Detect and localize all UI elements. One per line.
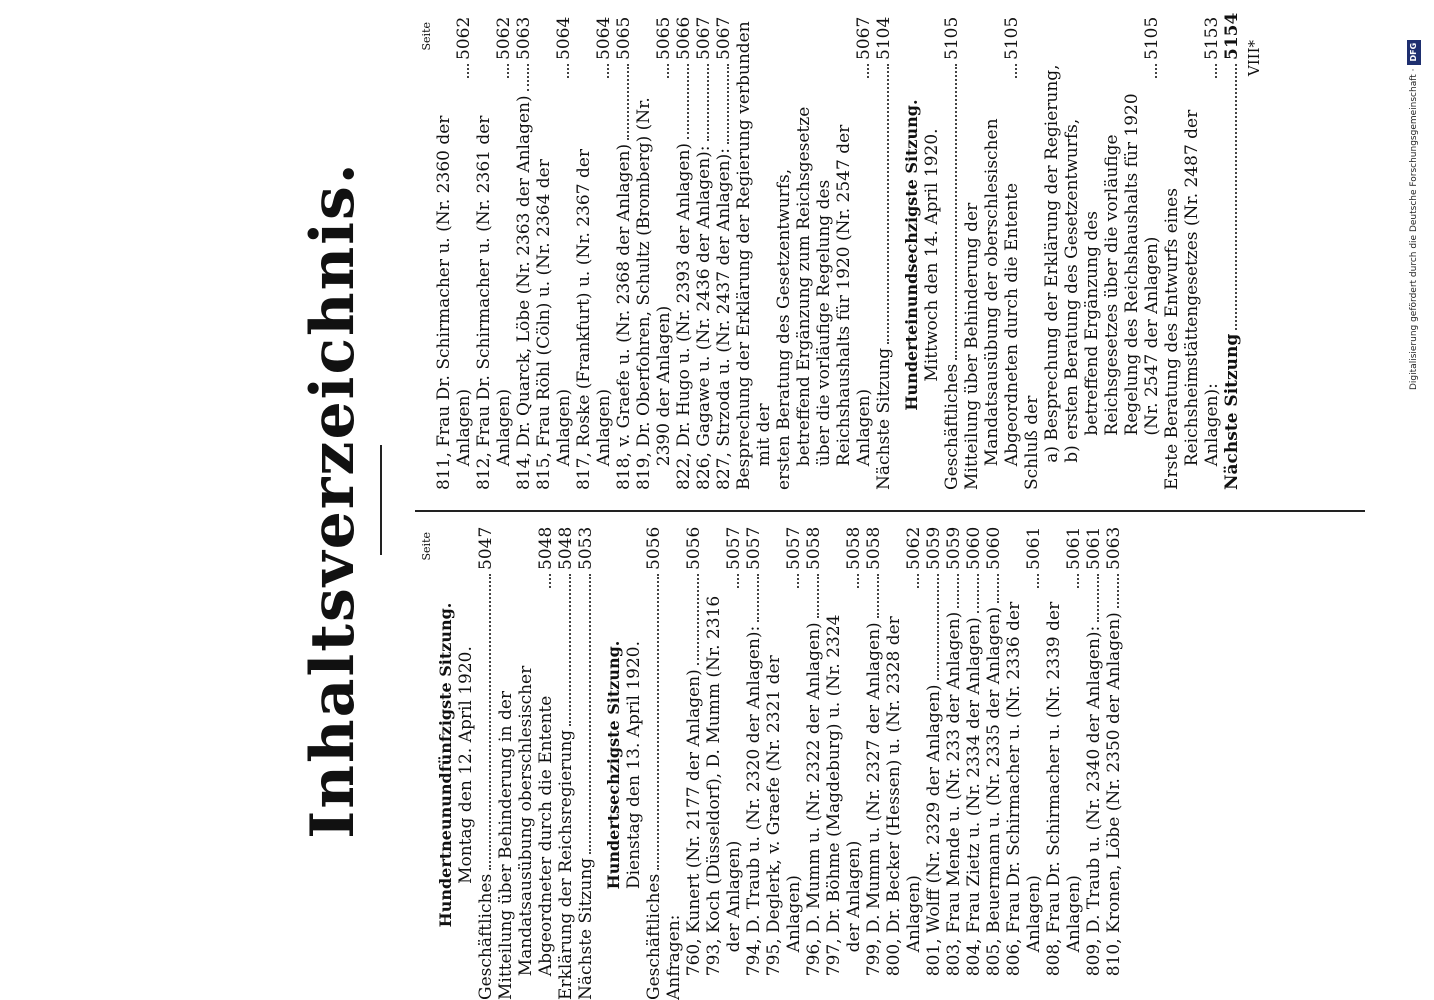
toc-entry — [514, 16, 534, 490]
entry-text: 809, D. Traub u. (Nr. 2340 der Anlagen): — [1084, 625, 1104, 977]
digitization-credit — [1404, 10, 1424, 390]
page-ref: 5057 — [744, 526, 764, 570]
entry-text: Besprechung der Erklärung der Regierung verbunden mit der — [734, 21, 774, 490]
page-ref: 5058 — [844, 526, 864, 570]
page-ref: 5061 — [1064, 526, 1084, 570]
leader-dots — [527, 64, 529, 91]
entry-text: 804, Frau Zietz u. (Nr. 2334 der Anlagen) — [964, 617, 984, 977]
toc-entry — [864, 526, 884, 1000]
page-ref: 5067 — [694, 16, 714, 60]
section-date: Dienstag den 13. April 1920. — [624, 640, 644, 890]
entry-text: 794, D. Traub u. (Nr. 2320 der Anlagen): — [744, 625, 764, 977]
page-ref: 5065 — [654, 16, 674, 60]
page-ref: 5065 — [614, 16, 634, 60]
leader-dots — [1097, 574, 1099, 622]
entry-text: 797, Dr. Böhme (Magdeburg) u. (Nr. 2324 der Anlagen) — [824, 614, 864, 977]
leader-dots — [489, 574, 491, 870]
entry-text: 818, v. Graefe u. (Nr. 2368 der Anlagen) — [614, 143, 634, 490]
column-divider — [415, 510, 1365, 512]
toc-entry — [962, 16, 1022, 490]
page-ref: 5057 — [724, 526, 744, 570]
credit-text: Digitalisierung gefördert durch die Deutsche Forschungsgemeinschaft · — [1409, 68, 1419, 390]
toc-entry — [476, 526, 496, 1000]
entry-text: 808, Frau Dr. Schirmacher u. (Nr. 2339 der Anlagen) — [1044, 601, 1084, 977]
page-ref: 5059 — [924, 526, 944, 570]
entry-text: 826, Gagawe u. (Nr. 2436 der Anlagen): — [694, 145, 714, 490]
page-ref: 5105 — [1142, 16, 1162, 60]
entry-text: 796, D. Mumm u. (Nr. 2322 der Anlagen) — [804, 622, 824, 977]
leader-dots — [997, 574, 999, 603]
entry-text: 817, Roske (Frankfurt) u. (Nr. 2367 der Anlagen) — [574, 148, 614, 490]
toc-entry — [434, 16, 474, 490]
entry-text: 810, Kronen, Löbe (Nr. 2350 der Anlagen) — [1104, 612, 1124, 977]
leader-dots — [667, 64, 669, 78]
leader-dots — [887, 64, 889, 344]
toc-entry — [734, 20, 774, 490]
page-ref: 5154 — [1222, 12, 1242, 60]
toc-entry — [644, 526, 664, 1000]
leader-dots — [977, 574, 979, 613]
toc-entry — [714, 16, 734, 490]
entry-text: 801, Wolff (Nr. 2329 der Anlagen) — [924, 684, 944, 977]
entry-list — [476, 526, 596, 1000]
section-date: Mittwoch den 14. April 1920. — [922, 128, 942, 382]
page-ref: 5153 — [1202, 16, 1222, 60]
toc-entry — [774, 16, 874, 490]
section-title: Hunderteinundsechzigste Sitzung. — [902, 99, 921, 411]
section-title: Hundertneunundfünfzigste Sitzung. — [436, 602, 455, 928]
page-ref: 5058 — [804, 526, 824, 570]
entry-text: Anfragen: — [664, 914, 684, 1000]
leader-dots — [1155, 64, 1157, 78]
toc-entry — [1044, 526, 1084, 1000]
page-title: Inhaltsverzeichnis. — [298, 161, 368, 839]
page-ref: 5056 — [684, 526, 704, 570]
toc-entry — [704, 526, 744, 1000]
entry-text: Nächste Sitzung — [576, 857, 596, 1000]
leader-dots — [727, 64, 729, 144]
page-ref: 5064 — [594, 16, 614, 60]
leader-dots — [697, 574, 699, 665]
page-ref: 5057 — [784, 526, 804, 570]
entry-text: Geschäftliches — [476, 873, 496, 1000]
toc-entry — [1022, 20, 1042, 490]
title-rule — [380, 445, 382, 555]
page-ref: 5061 — [1024, 526, 1044, 570]
leader-dots — [857, 574, 859, 588]
toc-entry — [874, 16, 894, 490]
page-ref: 5062 — [904, 526, 924, 570]
entry-text: Mitteilung über Behinderung in der Mandatsausübung oberschlesischer Abgeordneter durch die Entente — [496, 665, 556, 1000]
entry-list — [942, 12, 1242, 490]
page-ref: 5105 — [1002, 16, 1022, 60]
leader-dots — [589, 574, 591, 854]
page-ref: 5104 — [874, 16, 894, 60]
entry-text: 799, D. Mumm u. (Nr. 2327 der Anlagen) — [864, 622, 884, 977]
leader-dots — [955, 64, 957, 360]
toc-entry — [1162, 16, 1222, 490]
leader-dots — [957, 574, 959, 608]
leader-dots — [1215, 64, 1217, 78]
leader-dots — [1235, 64, 1237, 330]
entry-text: 811, Frau Dr. Schirmacher u. (Nr. 2360 der Anlagen) — [434, 115, 474, 490]
entry-text: Schluß der — [1022, 395, 1042, 490]
entry-text: a) Besprechung der Erklärung der Regierung, — [1042, 64, 1062, 463]
toc-entry — [824, 526, 864, 1000]
leader-dots — [657, 574, 659, 870]
leader-dots — [757, 574, 759, 622]
section-title: Hundertsechzigste Sitzung. — [604, 640, 623, 890]
entry-text: 795, Deglerk, v. Graefe (Nr. 2321 der Anlagen) — [764, 655, 804, 977]
entry-list — [644, 526, 1124, 1000]
toc-entry — [984, 526, 1004, 1000]
entry-text: 812, Frau Dr. Schirmacher u. (Nr. 2361 der Anlagen) — [474, 115, 514, 490]
leader-dots — [1015, 64, 1017, 78]
toc-entry — [1062, 16, 1162, 490]
left-column — [420, 526, 1124, 1000]
section-1 — [436, 526, 596, 1000]
entry-text: Geschäftliches — [644, 873, 664, 1000]
seite-label: Seite — [420, 22, 433, 51]
page-ref: 5105 — [942, 16, 962, 60]
entry-text: 806, Frau Dr. Schirmacher u. (Nr. 2336 der Anlagen) — [1004, 601, 1044, 977]
toc-entry — [576, 526, 596, 1000]
entry-text: Nächste Sitzung — [1222, 333, 1242, 490]
toc-entry — [942, 16, 962, 490]
toc-entry — [804, 526, 824, 1000]
entry-list — [434, 16, 894, 490]
page-ref: 5060 — [964, 526, 984, 570]
page-ref: 5053 — [576, 526, 596, 570]
entry-text: 822, Dr. Hugo u. (Nr. 2393 der Anlagen) — [674, 142, 694, 490]
entry-text: 803, Frau Mende u. (Nr. 233 der Anlagen) — [944, 611, 964, 977]
page-ref: 5060 — [984, 526, 1004, 570]
leader-dots — [707, 64, 709, 141]
toc-entry — [664, 530, 684, 1000]
toc-entry — [496, 526, 556, 1000]
toc-entry — [1004, 526, 1044, 1000]
page-ref: 5063 — [1104, 526, 1124, 570]
toc-entry — [614, 16, 634, 490]
entry-text: b) ersten Beratung des Gesetzentwurfs, betreffend Ergänzung des Reichsgesetzes über die vorläufige Regelung des Reichshaushalts für 1920 (Nr. 2547 der Anlagen) — [1062, 93, 1162, 463]
entry-text: Geschäftliches — [942, 363, 962, 490]
toc-entry — [1084, 526, 1104, 1000]
page-ref: 5067 — [854, 16, 874, 60]
leader-dots — [567, 64, 569, 78]
toc-entry — [964, 526, 984, 1000]
leader-dots — [877, 574, 879, 618]
section-2 — [604, 526, 1124, 1000]
page-ref: 5058 — [864, 526, 884, 570]
toc-entry — [944, 526, 964, 1000]
dfg-logo: DFG — [1407, 40, 1421, 65]
entry-text: 800, Dr. Becker (Hessen) u. (Nr. 2328 der Anlagen) — [884, 616, 924, 977]
leader-dots — [817, 574, 819, 618]
entry-text: 814, Dr. Quarck, Löbe (Nr. 2363 der Anlagen) — [514, 95, 534, 490]
leader-dots — [627, 64, 629, 140]
toc-entry — [684, 526, 704, 1000]
entry-text: Erklärung der Reichsregierung — [556, 729, 576, 1000]
leader-dots — [937, 574, 939, 680]
leader-dots — [917, 574, 919, 588]
leader-dots — [1077, 574, 1079, 588]
page-ref: 5056 — [644, 526, 664, 570]
leader-dots — [467, 64, 469, 78]
toc-entry — [574, 16, 614, 490]
leader-dots — [1117, 574, 1119, 608]
toc-entry — [694, 16, 714, 490]
toc-entry — [1222, 12, 1242, 490]
leader-dots — [607, 64, 609, 78]
entry-text: 793, Koch (Düsseldorf), D. Mumm (Nr. 2316 der Anlagen) — [704, 595, 744, 977]
toc-entry — [674, 16, 694, 490]
leader-dots — [687, 64, 689, 139]
toc-entry — [744, 526, 764, 1000]
leader-dots — [1037, 574, 1039, 588]
entry-text: Mitteilung über Behinderung der Mandatsausübung der oberschlesischen Abgeordneten durch die Entente — [962, 118, 1022, 490]
leader-dots — [867, 64, 869, 78]
leader-dots — [549, 574, 551, 588]
right-column — [420, 12, 1264, 490]
leader-dots — [797, 574, 799, 588]
leader-dots — [737, 574, 739, 588]
toc-entry — [634, 16, 674, 490]
page-ref: 5059 — [944, 526, 964, 570]
toc-entry — [474, 16, 514, 490]
page-ref: 5048 — [536, 526, 556, 570]
page-ref: 5064 — [554, 16, 574, 60]
toc-entry — [1104, 526, 1124, 1000]
leader-dots — [569, 574, 571, 726]
entry-text: 805, Beuermann u. (Nr. 2335 der Anlagen) — [984, 606, 1004, 977]
entry-text: ersten Beratung des Gesetzentwurfs, betreffend Ergänzung zum Reichsgesetze über die vorläufige Regelung des Reichshaushalts für 1920 (Nr. 2547 der Anlagen) — [774, 106, 874, 490]
page-ref: 5066 — [674, 16, 694, 60]
toc-entry — [556, 526, 576, 1000]
leader-dots — [507, 64, 509, 78]
page-ref: 5061 — [1084, 526, 1104, 570]
page-ref: 5062 — [494, 16, 514, 60]
entry-text: 819, Dr. Oberfohren, Schultz (Bromberg) (Nr. 2390 der Anlagen) — [634, 97, 674, 490]
page-ref: 5062 — [454, 16, 474, 60]
page-ref: 5047 — [476, 526, 496, 570]
entry-text: Nächste Sitzung — [874, 347, 894, 490]
toc-entry — [764, 526, 804, 1000]
entry-text: 760, Kunert (Nr. 2177 der Anlagen) — [684, 669, 704, 977]
page-number: VIII* — [1245, 40, 1263, 77]
seite-label: Seite — [420, 532, 433, 561]
entry-text: 827, Strzoda u. (Nr. 2437 der Anlagen): — [714, 148, 734, 490]
section-date: Montag den 12. April 1920. — [456, 646, 476, 884]
page-ref: 5067 — [714, 16, 734, 60]
toc-entry — [534, 16, 574, 490]
toc-entry — [1042, 20, 1062, 490]
toc-entry — [884, 526, 924, 1000]
entry-text: Erste Beratung des Entwurfs eines Reichsheimstättengesetzes (Nr. 2487 der Anlagen): — [1162, 109, 1222, 490]
page-ref: 5048 — [556, 526, 576, 570]
toc-entry — [924, 526, 944, 1000]
entry-text: 815, Frau Röhl (Cöln) u. (Nr. 2364 der Anlagen) — [534, 159, 574, 490]
page-ref: 5063 — [514, 16, 534, 60]
